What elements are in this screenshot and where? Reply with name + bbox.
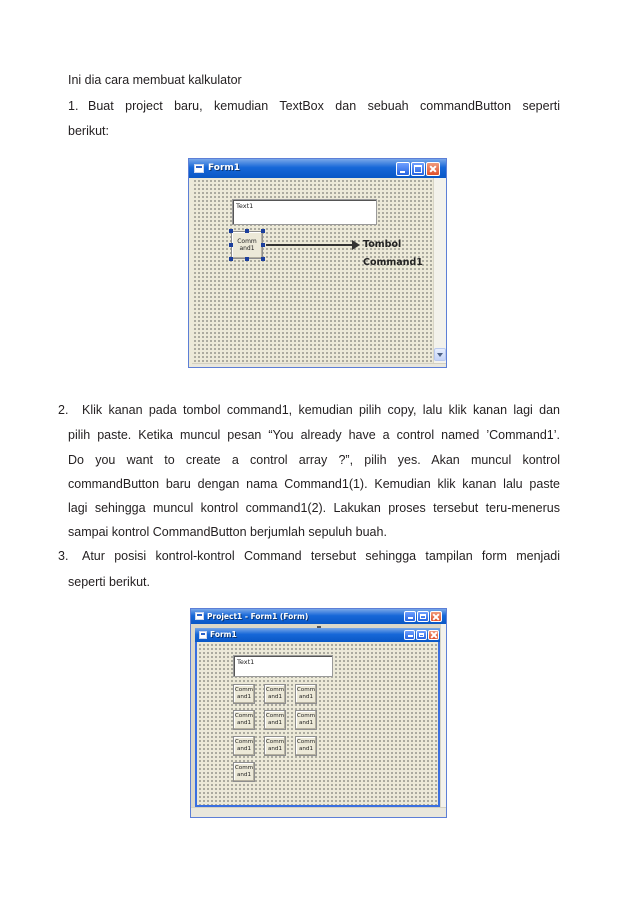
horizontal-scrollbar: [192, 363, 446, 368]
selection-handle: [245, 257, 249, 261]
selection-handle: [261, 257, 265, 261]
close-icon: [426, 162, 440, 176]
command-button-caption: Comm: [234, 765, 254, 771]
selection-handle: [229, 229, 233, 233]
vertical-scrollbar: [440, 624, 447, 807]
maximize-icon: [411, 162, 425, 176]
close-icon: [430, 611, 442, 622]
selection-handle: [229, 257, 233, 261]
command-button-grid: [233, 684, 317, 782]
command-button-caption: and1: [298, 746, 314, 752]
scroll-down-arrow-icon: [434, 348, 446, 361]
minimize-icon: [404, 611, 416, 622]
command-button: [295, 684, 317, 704]
command-button-caption: and1: [236, 694, 252, 700]
title-bar: [189, 159, 446, 178]
command-button-caption: Comm: [265, 687, 285, 693]
command-button-caption: Comm: [296, 739, 316, 745]
command-button: [233, 684, 255, 704]
project-icon: [195, 612, 204, 620]
command-button-caption: Comm: [234, 687, 254, 693]
selection-handle: [229, 243, 233, 247]
arrow-right-icon: [352, 240, 360, 250]
form-title: Form1: [210, 630, 237, 639]
minimize-icon: [396, 162, 410, 176]
command-button-caption: and1: [267, 720, 283, 726]
command-button: [264, 736, 286, 756]
callout-label: Tombol: [363, 239, 402, 250]
command-button-caption: and1: [239, 245, 255, 252]
command1-button: [231, 231, 263, 259]
close-icon: [428, 630, 439, 640]
step-line: Do you want to create a control array ?”, pilih yes. Akan muncul kontrol: [68, 453, 560, 467]
command-button-caption: and1: [236, 772, 252, 778]
command-button: [233, 710, 255, 730]
form-icon: [199, 631, 207, 639]
callout-label: Command1: [363, 257, 423, 268]
step-line: Buat project baru, kemudian TextBox dan sebuah commandButton seperti: [88, 99, 560, 113]
command-button-caption: and1: [236, 720, 252, 726]
step-line: sampai kontrol CommandButton berjumlah sepuluh buah.: [68, 525, 387, 539]
command-button-caption: and1: [298, 720, 314, 726]
step-line: seperti berikut.: [68, 575, 150, 589]
step-line: commandButton baru dengan nama Command1(1). Kemudian klik kanan lalu paste: [68, 477, 560, 491]
step-number: 1.: [68, 99, 79, 113]
maximize-icon: [417, 611, 429, 622]
command-button: [264, 684, 286, 704]
command-button-caption: Comm: [265, 739, 285, 745]
command-button: [233, 762, 255, 782]
text1-textbox: [233, 655, 333, 677]
step-line: Atur posisi kontrol-kontrol Command tersebut sehingga tampilan form menjadi: [82, 549, 560, 563]
intro-text: Ini dia cara membuat kalkulator: [68, 73, 242, 87]
horizontal-scrollbar: [191, 807, 447, 818]
vertical-scrollbar: [433, 178, 446, 363]
textbox-text: Text1: [237, 658, 255, 666]
selection-handle: [261, 229, 265, 233]
minimize-icon: [404, 630, 415, 640]
selection-handle: [261, 243, 265, 247]
command-button-caption: and1: [236, 746, 252, 752]
command-button-caption: and1: [298, 694, 314, 700]
command-button-caption: Comm: [234, 713, 254, 719]
title-bar: [191, 609, 446, 624]
project1-form1-screenshot: [190, 608, 447, 818]
form1-screenshot: [188, 158, 447, 368]
command-button-caption: Comm: [237, 238, 257, 245]
command-button: [295, 736, 317, 756]
selection-handle: [245, 229, 249, 233]
form-icon: [194, 164, 204, 173]
window-title: Form1: [208, 163, 241, 173]
command-button: [233, 736, 255, 756]
command-button-caption: Comm: [296, 713, 316, 719]
step-line: berikut:: [68, 124, 109, 138]
step-line: lagi sehingga muncul kontrol command1(2). Lakukan proses tersebut teru-menerus: [68, 501, 560, 515]
step-number: 3.: [58, 549, 69, 563]
step-number: 2.: [58, 403, 69, 417]
form-title-bar: [195, 628, 440, 642]
step-line: Klik kanan pada tombol command1, kemudian pilih copy, lalu klik kanan lagi dan: [82, 403, 560, 417]
textbox-text: Text1: [236, 202, 254, 210]
command-button-caption: and1: [267, 694, 283, 700]
command-button-caption: Comm: [265, 713, 285, 719]
window-title: Project1 - Form1 (Form): [207, 612, 309, 621]
command-button-caption: Comm: [296, 687, 316, 693]
step-line: pilih paste. Ketika muncul pesan “You already have a control named ’Command1’.: [68, 428, 560, 442]
maximize-icon: [416, 630, 427, 640]
callout-arrow-line: [266, 244, 354, 246]
command-button: [295, 710, 317, 730]
command-button-caption: and1: [267, 746, 283, 752]
command-button-caption: Comm: [234, 739, 254, 745]
text1-textbox: [232, 199, 377, 225]
command-button: [264, 710, 286, 730]
